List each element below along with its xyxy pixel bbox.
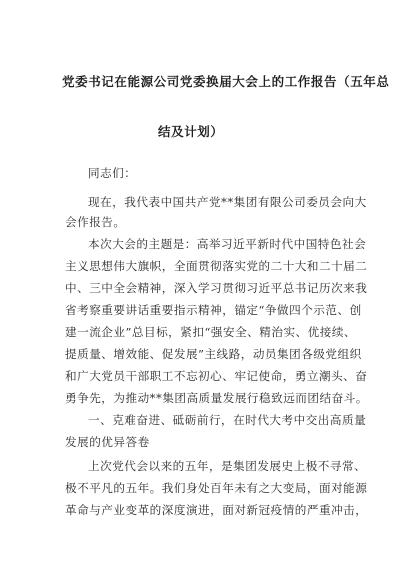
document-title-line-2: 结及计划） [158,124,224,139]
body-line: 革命与产业变革的深度演进，面对新冠疫情的严重冲击， [65,503,368,517]
body-line: 会作报告。 [65,215,126,229]
document-title-line-1: 党委书记在能源公司党委换届大会上的工作报告（五年总 [62,74,390,89]
section-heading-line: 发展的优异答卷 [65,435,150,449]
body-line: 和广大党员干部职工不忘初心、牢记使命，勇立潮头、奋 [65,369,368,383]
body-line: 提质量、增效能、促发展”主线路，动员集团各级党组织 [65,347,362,361]
body-line: 中、三中全会精神，深入学习贯彻习近平总书记历次来我 [65,281,368,295]
body-line: 省考察重要讲话重要指示精神，锚定“争做四个示范、创 [65,303,362,317]
body-line: 极不平凡的五年。我们身处百年未有之大变局，面对能源 [65,481,368,495]
body-line: 本次大会的主题是：高举习近平新时代中国特色社会 [88,237,367,251]
salutation: 同志们： [88,166,137,180]
body-line: 现在，我代表中国共产党**集团有限公司委员会向大 [88,195,367,209]
body-line: 勇争先，为推动**集团高质量发展行稳致远而团结奋斗。 [65,391,368,405]
section-heading-line: 一、克难奋进、砥砺前行，在时代大考中交出高质量 [88,413,367,427]
body-line: 上次党代会以来的五年，是集团发展史上极不寻常、 [88,459,367,473]
body-line: 主义思想伟大旗帜，全面贯彻落实党的二十大和二十届二 [65,259,368,273]
body-line: 建一流企业”总目标，紧扣“强安全、精治实、优接续、 [65,325,357,339]
